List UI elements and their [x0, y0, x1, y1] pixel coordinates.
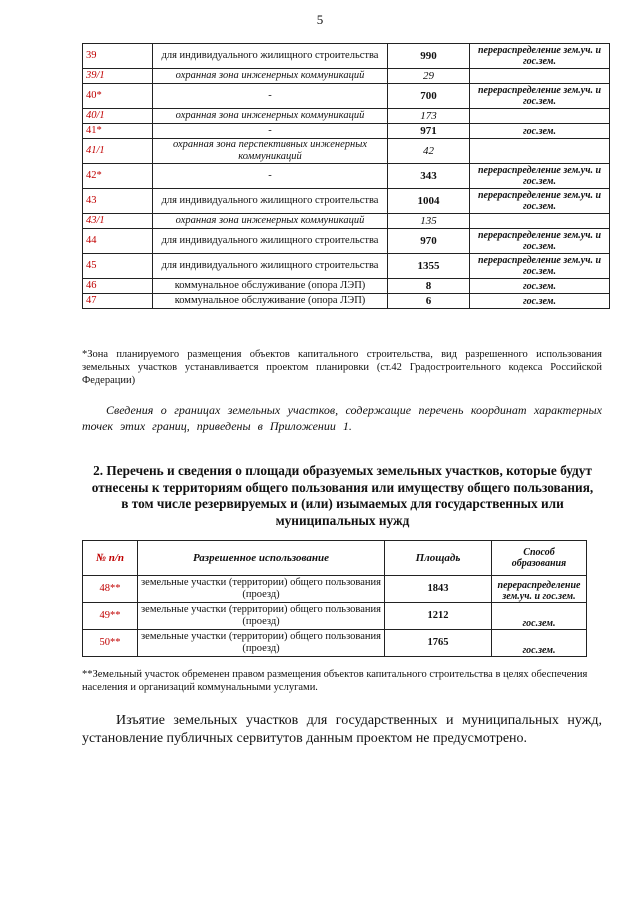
- cell-use: земельные участки (территории) общего пользования (проезд): [138, 630, 385, 657]
- cell-method: перераспределение зем.уч. и гос.зем.: [470, 164, 610, 189]
- table-row: [83, 44, 610, 69]
- header-num: № п/п: [83, 541, 138, 576]
- cell-area: 173: [388, 109, 470, 124]
- cell-area: 970: [388, 229, 470, 254]
- cell-area: 29: [388, 69, 470, 84]
- cell-use: охранная зона инженерных коммуникаций: [153, 214, 388, 229]
- cell-num: 47: [83, 294, 153, 309]
- cell-area: 1765: [385, 630, 492, 657]
- cell-method: гос.зем.: [470, 124, 610, 139]
- cell-num: 41*: [83, 124, 153, 139]
- cell-method: гос.зем.: [470, 294, 610, 309]
- cell-use: для индивидуального жилищного строительства: [153, 254, 388, 279]
- cell-method: гос.зем.: [492, 630, 587, 657]
- table-row: [83, 189, 610, 214]
- table-header-row: [83, 541, 587, 576]
- cell-method: перераспределение зем.уч. и гос.зем.: [492, 576, 587, 603]
- header-area: Площадь: [385, 541, 492, 576]
- cell-area: 1212: [385, 603, 492, 630]
- cell-method: [470, 139, 610, 164]
- cell-num: 41/1: [83, 139, 153, 164]
- cell-num: 40/1: [83, 109, 153, 124]
- cell-use: охранная зона перспективных инженерных коммуникаций: [153, 139, 388, 164]
- table-row: [83, 279, 610, 294]
- cell-num: 39: [83, 44, 153, 69]
- cell-use: -: [153, 84, 388, 109]
- cell-use: земельные участки (территории) общего пользования (проезд): [138, 576, 385, 603]
- cell-area: 135: [388, 214, 470, 229]
- table-row: [83, 229, 610, 254]
- cell-use: коммунальное обслуживание (опора ЛЭП): [153, 279, 388, 294]
- cell-method: перераспределение зем.уч. и гос.зем.: [470, 84, 610, 109]
- cell-use: коммунальное обслуживание (опора ЛЭП): [153, 294, 388, 309]
- cell-use: охранная зона инженерных коммуникаций: [153, 69, 388, 84]
- cell-num: 44: [83, 229, 153, 254]
- cell-num: 39/1: [83, 69, 153, 84]
- table-row: [83, 214, 610, 229]
- cell-area: 6: [388, 294, 470, 309]
- table-row: [83, 139, 610, 164]
- table-row: [83, 576, 587, 603]
- cell-area: 1843: [385, 576, 492, 603]
- cell-method: гос.зем.: [470, 279, 610, 294]
- table-row: [83, 630, 587, 657]
- table-row: [83, 109, 610, 124]
- cell-num: 43: [83, 189, 153, 214]
- final-paragraph: Изъятие земельных участков для государственных и муниципальных нужд, установление публичных сервитутов данным проектом не предусмотрено.: [82, 713, 602, 746]
- header-use: Разрешенное использование: [138, 541, 385, 576]
- cell-num: 49**: [83, 603, 138, 630]
- cell-use: для индивидуального жилищного строительства: [153, 229, 388, 254]
- header-method: Способ образования: [492, 541, 587, 576]
- table-row: [83, 124, 610, 139]
- cell-method: [470, 69, 610, 84]
- cell-method: перераспределение зем.уч. и гос.зем.: [470, 254, 610, 279]
- cell-method: перераспределение зем.уч. и гос.зем.: [470, 189, 610, 214]
- public-use-plots-table: [82, 540, 587, 657]
- cell-num: 42*: [83, 164, 153, 189]
- cell-num: 46: [83, 279, 153, 294]
- table-row: [83, 69, 610, 84]
- footnote-double-star: **Земельный участок обременен правом размещения объектов капитального строительства в целях обеспечения населения и организаций коммунальными услугами.: [82, 669, 588, 693]
- cell-num: 48**: [83, 576, 138, 603]
- cell-use: охранная зона инженерных коммуникаций: [153, 109, 388, 124]
- cell-method: перераспределение зем.уч. и гос.зем.: [470, 229, 610, 254]
- cell-method: [470, 109, 610, 124]
- cell-num: 45: [83, 254, 153, 279]
- cell-area: 990: [388, 44, 470, 69]
- cell-method: [470, 214, 610, 229]
- cell-use: -: [153, 164, 388, 189]
- land-plots-table: [82, 43, 610, 309]
- cell-area: 343: [388, 164, 470, 189]
- table-row: [83, 254, 610, 279]
- cell-use: земельные участки (территории) общего пользования (проезд): [138, 603, 385, 630]
- cell-num: 40*: [83, 84, 153, 109]
- cell-method: перераспределение зем.уч. и гос.зем.: [470, 44, 610, 69]
- table-row: [83, 84, 610, 109]
- footnote-star: *Зона планируемого размещения объектов капитального строительства, вид разрешенного использования земельных участков устанавливается проектом планировки (ст.42 Градостроительного кодекса Российской Федерации): [82, 349, 602, 386]
- cell-area: 1004: [388, 189, 470, 214]
- cell-use: -: [153, 124, 388, 139]
- table-row: [83, 603, 587, 630]
- cell-num: 43/1: [83, 214, 153, 229]
- cell-area: 42: [388, 139, 470, 164]
- cell-method: гос.зем.: [492, 603, 587, 630]
- cell-area: 8: [388, 279, 470, 294]
- cell-num: 50**: [83, 630, 138, 657]
- cell-area: 971: [388, 124, 470, 139]
- cell-use: для индивидуального жилищного строительства: [153, 44, 388, 69]
- page-number: 5: [316, 12, 324, 27]
- cell-area: 700: [388, 84, 470, 109]
- section-2-heading: 2. Перечень и сведения о площади образуемых земельных участков, которые будут отнесены к территориям общего пользования или имуществу общего пользования, в том числе резервируемых и (или) изымаемых для государственных или муниципальных нужд: [91, 463, 594, 528]
- table-row: [83, 294, 610, 309]
- coordinates-note: Сведения о границах земельных участков, содержащие перечень координат характерных точек этих границ, приведены в Приложении 1.: [82, 403, 602, 433]
- table-row: [83, 164, 610, 189]
- cell-area: 1355: [388, 254, 470, 279]
- cell-use: для индивидуального жилищного строительства: [153, 189, 388, 214]
